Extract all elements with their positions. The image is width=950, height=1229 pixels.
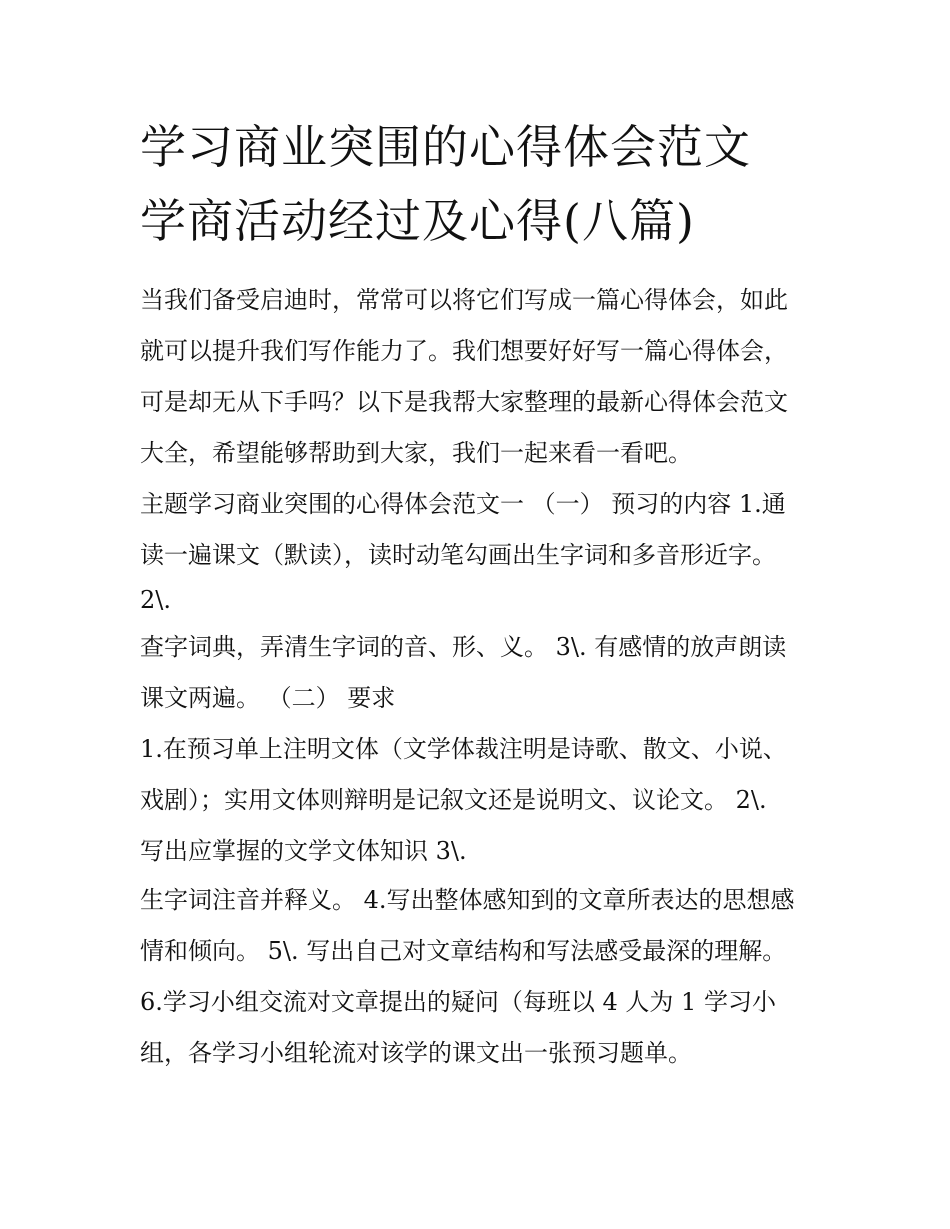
body-line: 组，各学习小组轮流对该学的课文出一张预习题单。 (140, 1039, 692, 1067)
body-line: 查字词典，弄清生字词的音、形、义。 3\. 有感情的放声朗读 (140, 633, 787, 661)
body-line: 戏剧）；实用文体则辩明是记叙文还是说明文、议论文。 2\. (140, 786, 767, 814)
body-line: 可是却无从下手吗？以下是我帮大家整理的最新心得体会范文 (140, 388, 788, 416)
body-line: 6.学习小组交流对文章提出的疑问（每班以 4 人为 1 学习小 (140, 988, 776, 1016)
body-line: 写出应掌握的文学文体知识 3\. (140, 837, 467, 865)
body-line: 主题学习商业突围的心得体会范文一 （一） 预习的内容 1.通 (140, 490, 786, 518)
body-line: 读一遍课文（默读），读时动笔勾画出生字词和多音形近字。 (140, 541, 776, 569)
title-line-1: 学习商业突围的心得体会范文 (140, 120, 751, 174)
body-line: 生字词注音并释义。 4.写出整体感知到的文章所表达的思想感 (140, 886, 795, 914)
title-line-2: 学商活动经过及心得(八篇) (140, 194, 695, 248)
body-line: 大全，希望能够帮助到大家，我们一起来看一看吧。 (140, 439, 692, 467)
body-line: 2\. (140, 586, 171, 614)
body-line: 就可以提升我们写作能力了。我们想要好好写一篇心得体会， (140, 337, 788, 365)
body-line: 1.在预习单上注明文体（文学体裁注明是诗歌、散文、小说、 (140, 735, 787, 763)
body-line: 情和倾向。 5\. 写出自己对文章结构和写法感受最深的理解。 (140, 937, 787, 965)
body-line: 当我们备受启迪时，常常可以将它们写成一篇心得体会，如此 (140, 286, 788, 314)
body-line: 课文两遍。 （二） 要求 (140, 684, 396, 712)
